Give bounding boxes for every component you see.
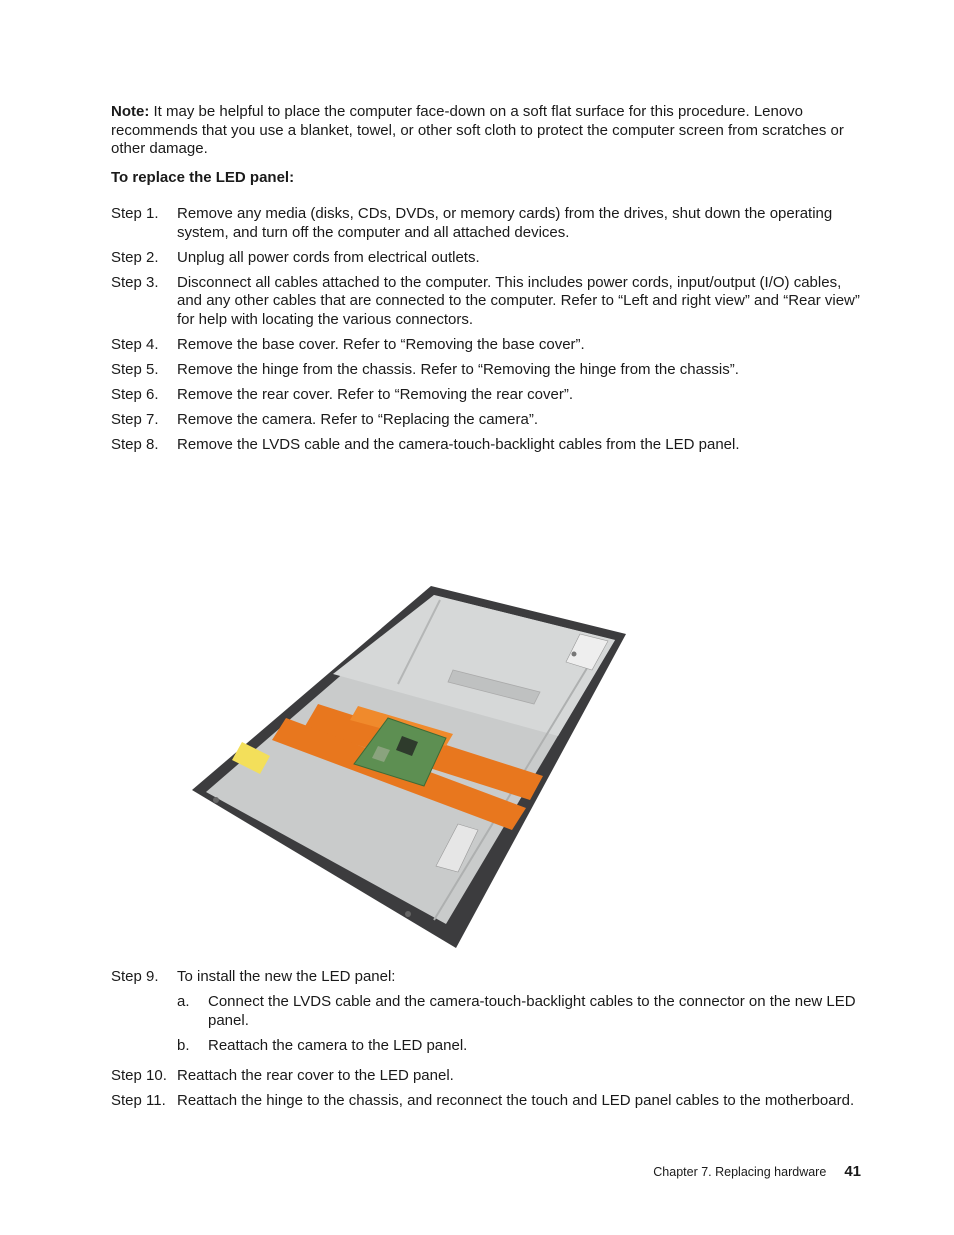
step-text: Remove the LVDS cable and the camera-touch-backlight cables from the LED panel. bbox=[177, 435, 740, 453]
note-paragraph bbox=[111, 103, 863, 159]
step-text: Remove any media (disks, CDs, DVDs, or memory cards) from the drives, shut down the operating system, and turn off the computer and all attached devices. bbox=[177, 205, 833, 241]
step-text: Disconnect all cables attached to the computer. This includes power cords, input/output (I/O) cables, and any other cables that are connected to the computer. Refer to “Left and right view” and “Rear view” for help with locating the various connectors. bbox=[177, 273, 860, 328]
step-number: Step 4. bbox=[111, 335, 159, 353]
note-text: It may be helpful to place the computer face-down on a soft flat surface for this procedure. Lenovo recommends that you use a blanket, towel, or other soft cloth to protect the computer screen from scratches or other damage. bbox=[111, 103, 844, 157]
substep-text: Connect the LVDS cable and the camera-touch-backlight cables to the connector on the new LED panel. bbox=[208, 993, 856, 1029]
step-number: Step 11. bbox=[111, 1092, 166, 1109]
step-number: Step 5. bbox=[111, 360, 159, 378]
substep-b bbox=[177, 1037, 863, 1056]
step-text: To install the new the LED panel: bbox=[177, 968, 396, 985]
step-4 bbox=[111, 336, 863, 355]
step-number: Step 3. bbox=[111, 273, 159, 291]
step-number: Step 6. bbox=[111, 385, 159, 403]
footer-chapter: Chapter 7. Replacing hardware bbox=[653, 1165, 827, 1179]
substep-letter: b. bbox=[177, 1036, 190, 1054]
step-3 bbox=[111, 274, 863, 330]
step-number: Step 10. bbox=[111, 1067, 167, 1084]
page-content-lower bbox=[111, 968, 863, 1117]
procedure-heading: To replace the LED panel: bbox=[111, 168, 295, 186]
step-number: Step 1. bbox=[111, 205, 159, 222]
step-1 bbox=[111, 205, 863, 242]
step-text: Remove the base cover. Refer to “Removing the base cover”. bbox=[177, 335, 585, 353]
screw bbox=[405, 911, 411, 917]
step-7 bbox=[111, 411, 863, 430]
led-panel-illustration bbox=[178, 474, 638, 960]
screw bbox=[213, 797, 219, 803]
substep-letter: a. bbox=[177, 993, 190, 1010]
page-content bbox=[111, 103, 863, 461]
substep-text: Reattach the camera to the LED panel. bbox=[208, 1036, 468, 1054]
step-number: Step 9. bbox=[111, 968, 159, 985]
step-number: Step 2. bbox=[111, 248, 159, 266]
step-9 bbox=[111, 968, 863, 987]
step-8 bbox=[111, 436, 863, 455]
step-2 bbox=[111, 249, 863, 268]
page-footer bbox=[653, 1163, 861, 1182]
step-11 bbox=[111, 1092, 863, 1111]
step-text: Unplug all power cords from electrical outlets. bbox=[177, 248, 480, 266]
step-text: Reattach the hinge to the chassis, and reconnect the touch and LED panel cables to the motherboard. bbox=[177, 1092, 855, 1109]
step-text: Remove the rear cover. Refer to “Removing the rear cover”. bbox=[177, 385, 573, 403]
page-number: 41 bbox=[844, 1163, 861, 1180]
step-number: Step 7. bbox=[111, 410, 159, 428]
step-text: Remove the hinge from the chassis. Refer to “Removing the hinge from the chassis”. bbox=[177, 360, 739, 378]
step-5 bbox=[111, 361, 863, 380]
step-text: Reattach the rear cover to the LED panel. bbox=[177, 1067, 454, 1084]
step-number: Step 8. bbox=[111, 435, 159, 453]
step-10 bbox=[111, 1067, 863, 1086]
screw bbox=[572, 652, 577, 657]
substep-a bbox=[177, 993, 863, 1030]
step-6 bbox=[111, 386, 863, 405]
note-label: Note: bbox=[111, 103, 150, 120]
step-text: Remove the camera. Refer to “Replacing the camera”. bbox=[177, 410, 538, 428]
